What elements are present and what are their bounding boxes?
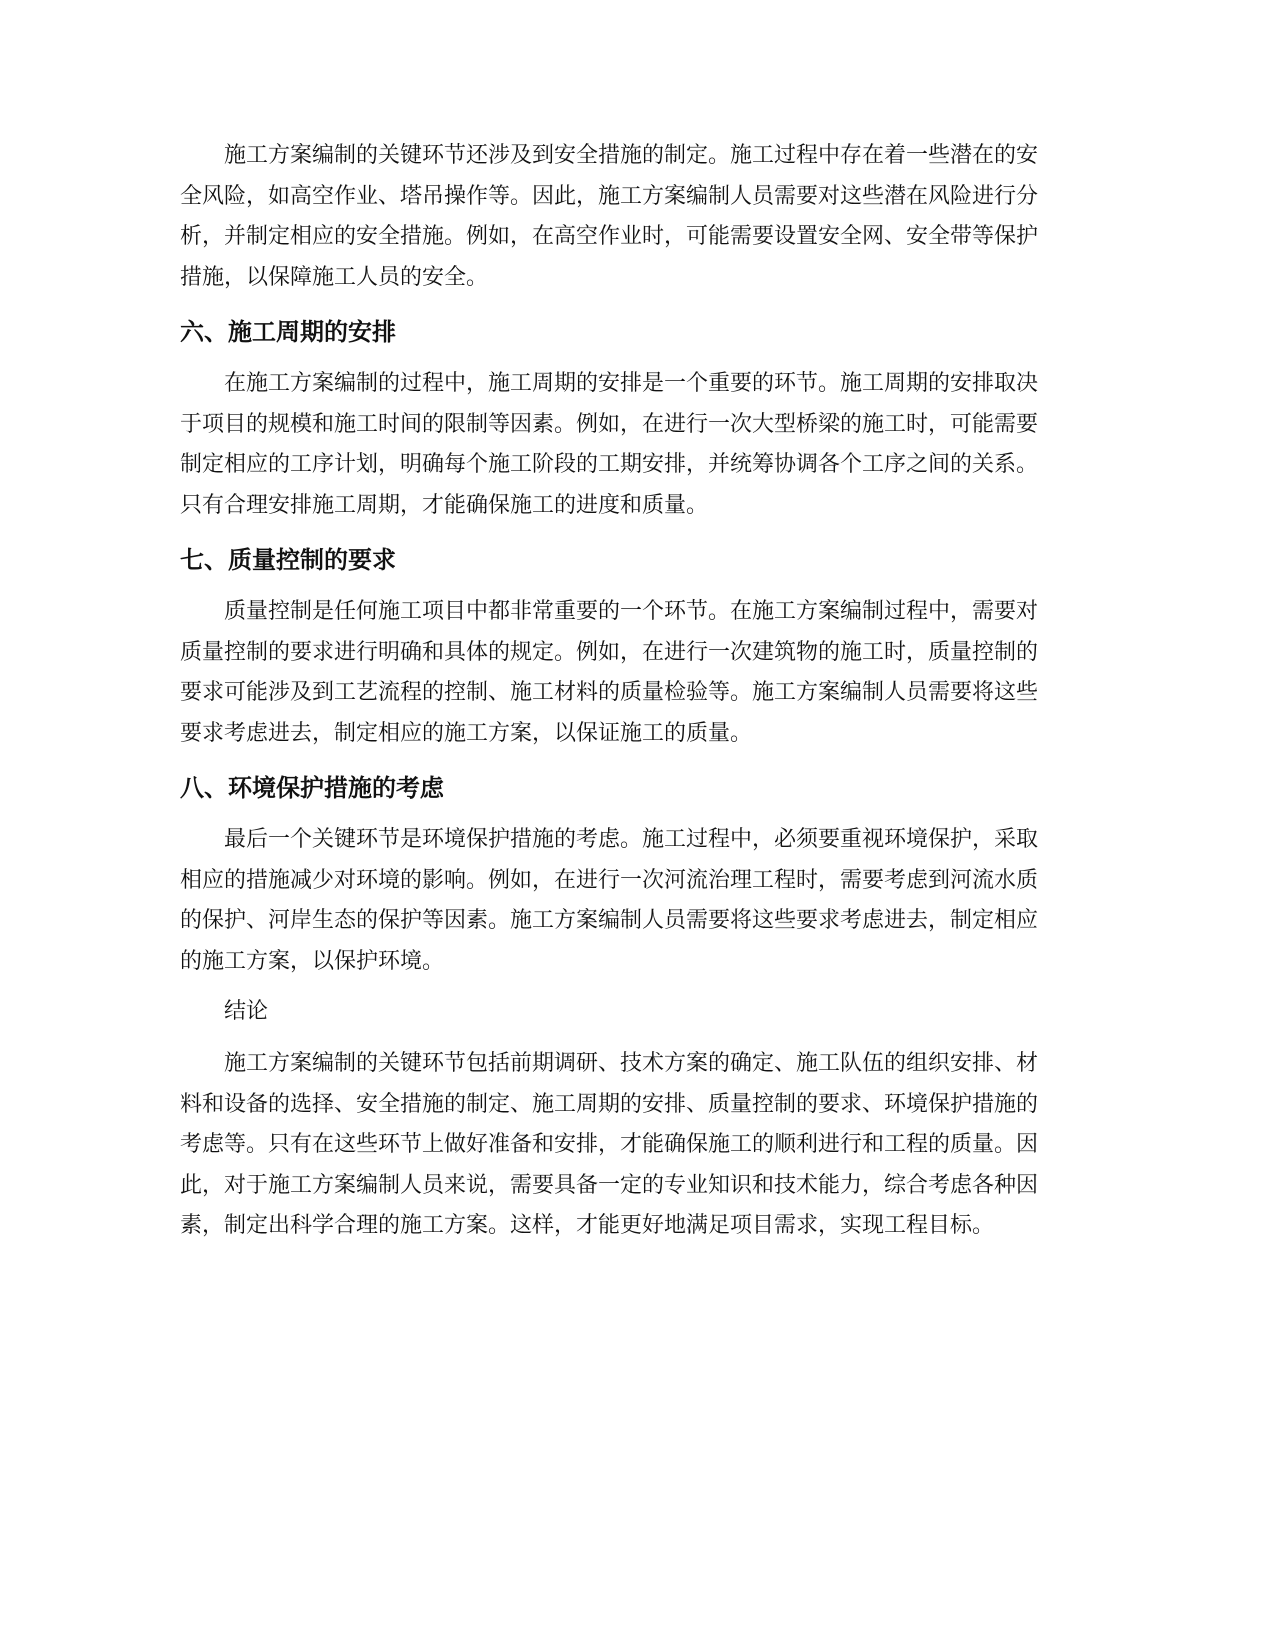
paragraph-safety-measures: 施工方案编制的关键环节还涉及到安全措施的制定。施工过程中存在着一些潜在的安全风险，如高空作业、塔吊操作等。因此，施工方案编制人员需要对这些潜在风险进行分析，并制定相应的安全措施。例如，在高空作业时，可能需要设置安全网、安全带等保护措施，以保障施工人员的安全。 — [180, 143, 1039, 290]
paragraph-construction-schedule: 在施工方案编制的过程中，施工周期的安排是一个重要的环节。施工周期的安排取决于项目的规模和施工时间的限制等因素。例如，在进行一次大型桥梁的施工时，可能需要制定相应的工序计划，明确每个施工阶段的工期安排，并统筹协调各个工序之间的关系。只有合理安排施工周期，才能确保施工的进度和质量。 — [180, 371, 1039, 518]
paragraph-quality-control: 质量控制是任何施工项目中都非常重要的一个环节。在施工方案编制过程中，需要对质量控制的要求进行明确和具体的规定。例如，在进行一次建筑物的施工时，质量控制的要求可能涉及到工艺流程的控制、施工材料的质量检验等。施工方案编制人员需要将这些要求考虑进去，制定相应的施工方案，以保证施工的质量。 — [180, 599, 1039, 746]
paragraph-environmental-protection: 最后一个关键环节是环境保护措施的考虑。施工过程中，必须要重视环境保护，采取相应的措施减少对环境的影响。例如，在进行一次河流治理工程时，需要考虑到河流水质的保护、河岸生态的保护等因素。施工方案编制人员需要将这些要求考虑进去，制定相应的施工方案，以保护环境。 — [180, 827, 1039, 974]
paragraph-conclusion: 施工方案编制的关键环节包括前期调研、技术方案的确定、施工队伍的组织安排、材料和设备的选择、安全措施的制定、施工周期的安排、质量控制的要求、环境保护措施的考虑等。只有在这些环节上做好准备和安排，才能确保施工的顺利进行和工程的质量。因此，对于施工方案编制人员来说，需要具备一定的专业知识和技术能力，综合考虑各种因素，制定出科学合理的施工方案。这样，才能更好地满足项目需求，实现工程目标。 — [180, 1051, 1039, 1238]
heading-construction-schedule: 六、施工周期的安排 — [180, 318, 396, 346]
conclusion-label: 结论 — [224, 999, 269, 1024]
document-page — [180, 136, 1038, 1247]
heading-quality-control: 七、质量控制的要求 — [180, 546, 396, 574]
heading-environmental-protection: 八、环境保护措施的考虑 — [180, 774, 444, 802]
